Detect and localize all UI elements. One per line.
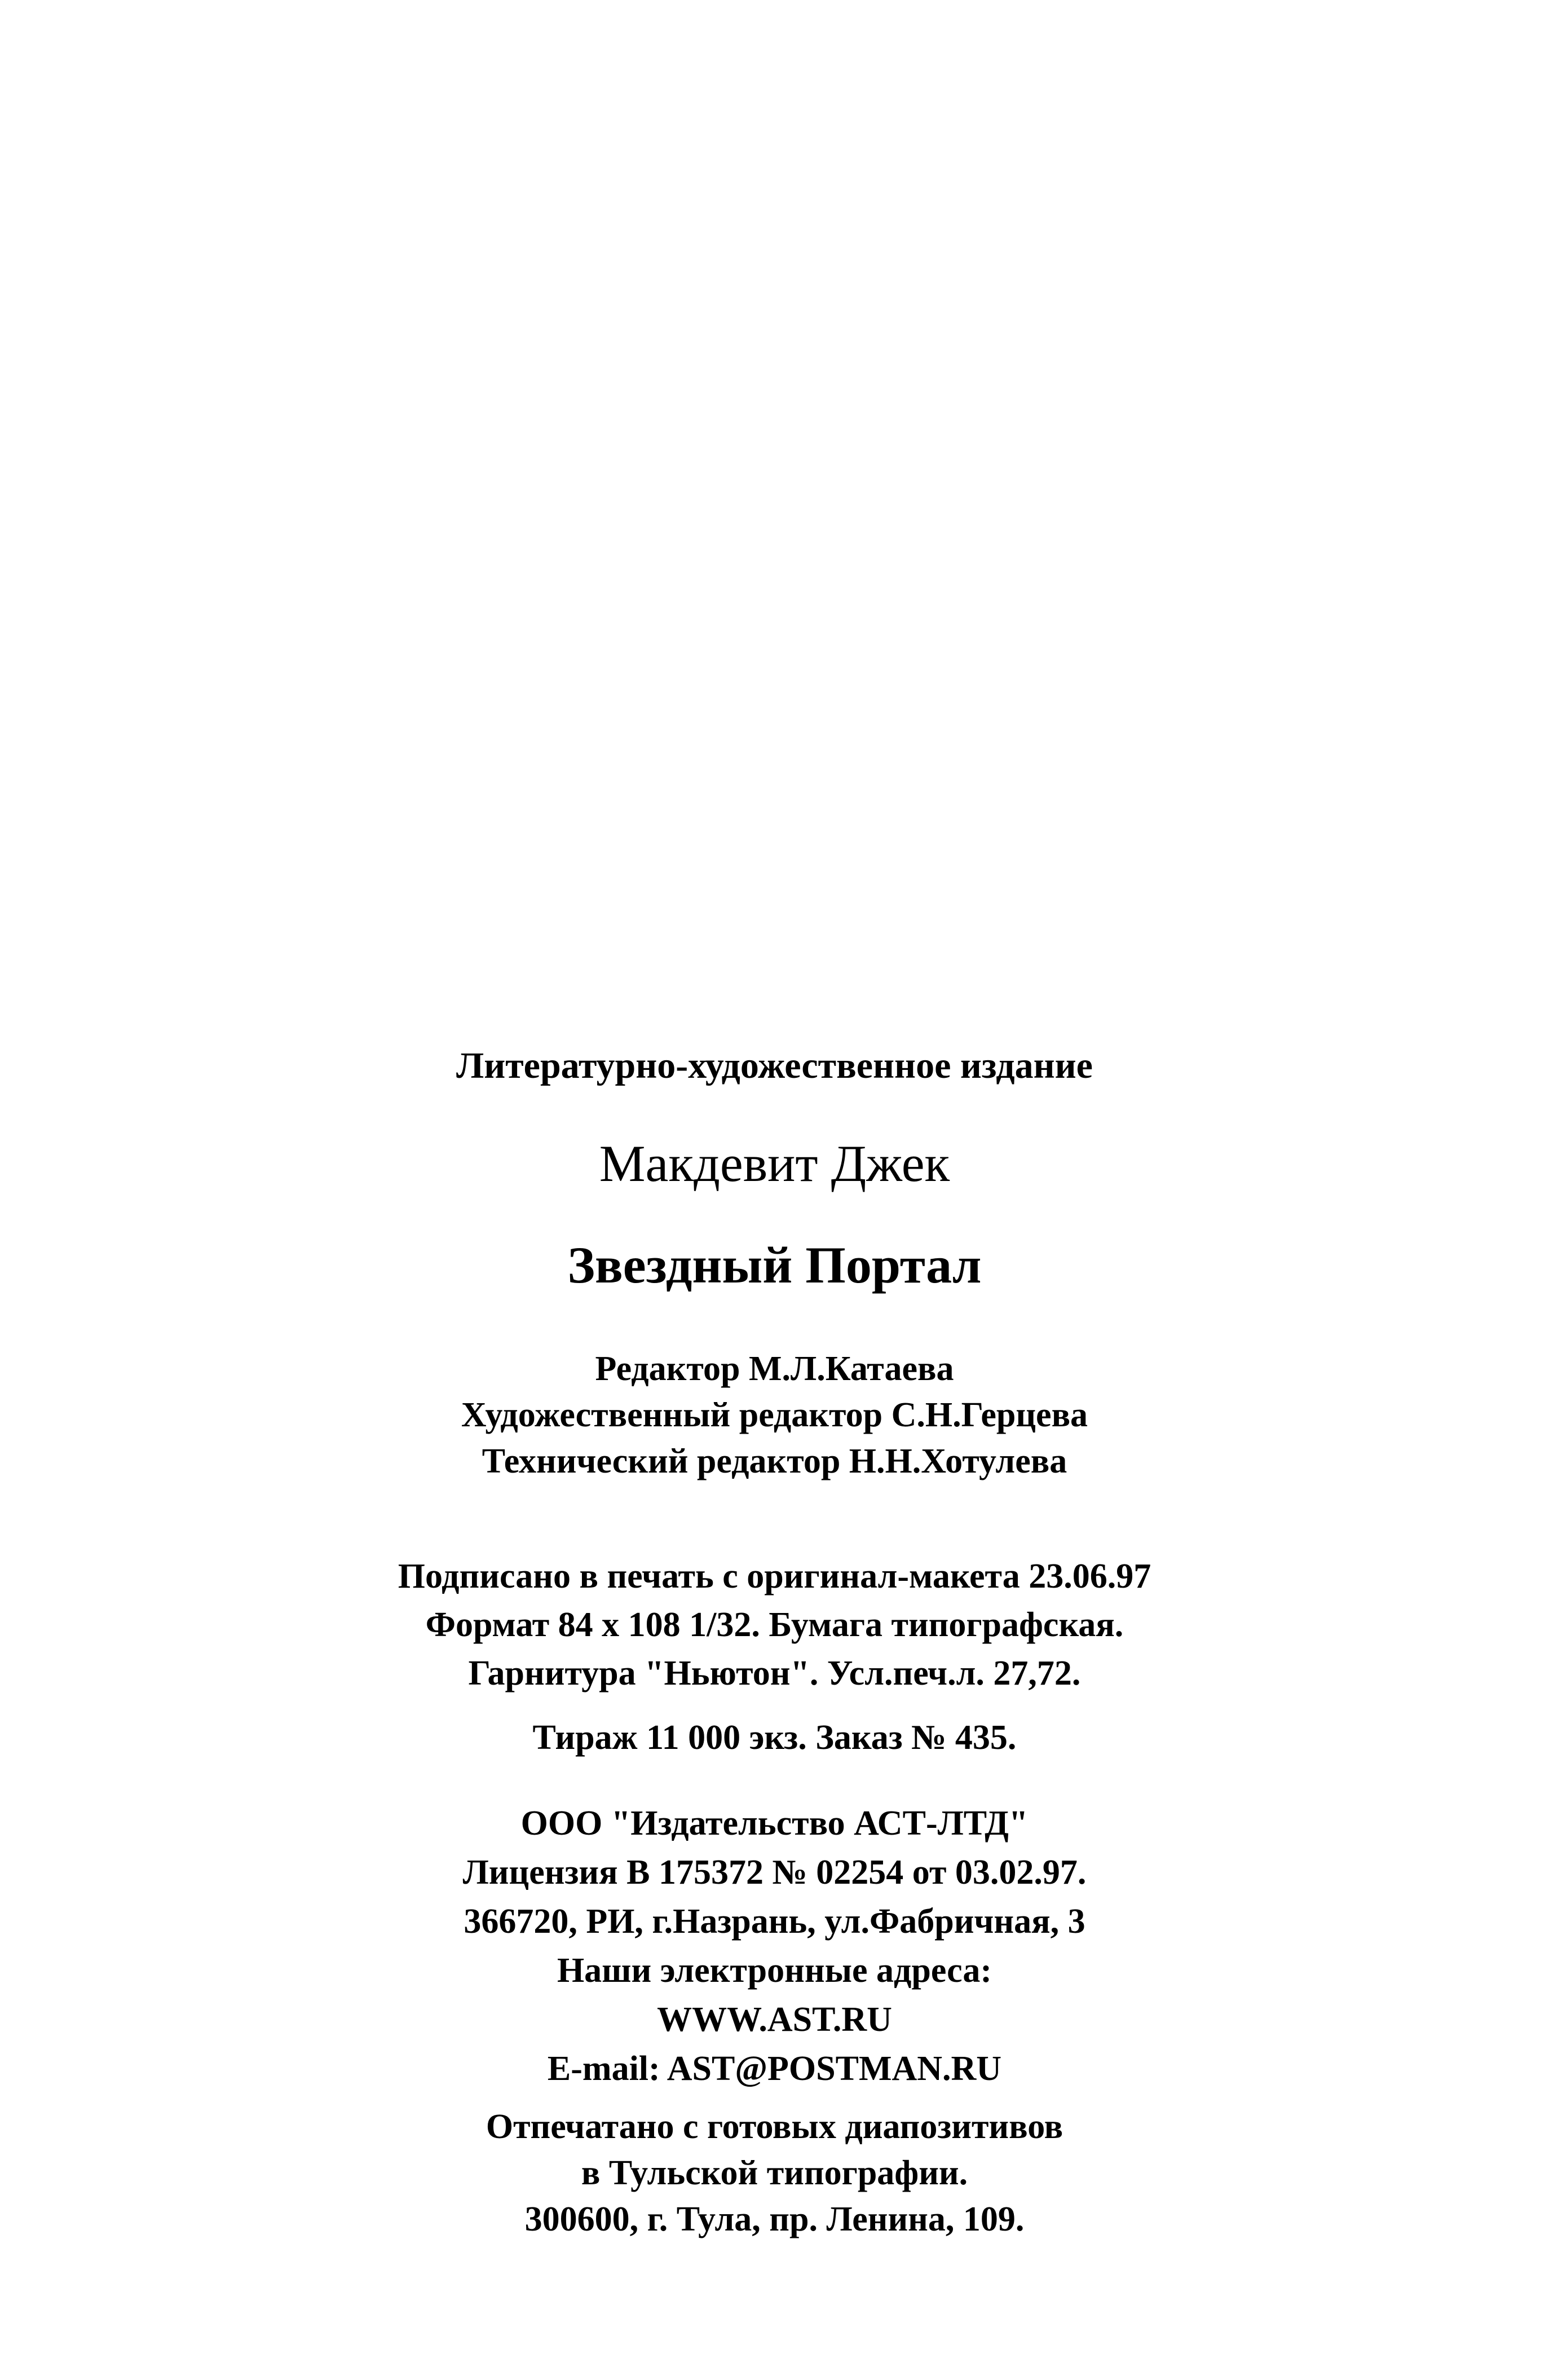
run-info xyxy=(0,1713,1549,1762)
publisher-name: ООО "Издательство АСТ-ЛТД" xyxy=(520,1804,1029,1843)
website-url: WWW.AST.RU xyxy=(657,2000,892,2039)
editors-list xyxy=(0,1346,1549,1484)
art-editor-line: Художественный редактор С.Н.Герцева xyxy=(461,1396,1088,1434)
print-run-line: Тираж 11 000 экз. Заказ № 435. xyxy=(532,1718,1017,1757)
typeface-line: Гарнитура "Ньютон". Усл.печ.л. 27,72. xyxy=(468,1654,1081,1693)
author-name: Макдевит Джек xyxy=(599,1135,950,1192)
printer-address: 300600, г. Тула, пр. Ленина, 109. xyxy=(524,2200,1025,2238)
email-address: E-mail: AST@POSTMAN.RU xyxy=(547,2050,1002,2088)
electronic-addresses-label: Наши электронные адреса: xyxy=(557,1951,992,1990)
book-title: Звездный Портал xyxy=(567,1236,982,1294)
genre-label: Литературно-художественное издание xyxy=(456,1045,1093,1086)
editor-line: Редактор М.Л.Катаева xyxy=(595,1350,954,1388)
publisher-info xyxy=(0,1799,1549,2093)
publisher-address: 366720, РИ, г.Назрань, ул.Фабричная, 3 xyxy=(464,1902,1085,1941)
print-info xyxy=(0,1552,1549,1698)
printing-house-line: в Тульской типографии. xyxy=(581,2154,968,2192)
imprint-block xyxy=(0,1043,1549,2242)
printer-info xyxy=(0,2104,1549,2242)
format-line: Формат 84 x 108 1/32. Бумага типографская. xyxy=(425,1606,1124,1644)
signed-to-print-line: Подписано в печать с оригинал-макета 23.06.97 xyxy=(398,1557,1151,1596)
tech-editor-line: Технический редактор Н.Н.Хотулева xyxy=(482,1442,1067,1480)
license-line: Лицензия В 175372 № 02254 от 03.02.97. xyxy=(462,1853,1087,1892)
printed-from-line: Отпечатано с готовых диапозитивов xyxy=(486,2108,1063,2146)
